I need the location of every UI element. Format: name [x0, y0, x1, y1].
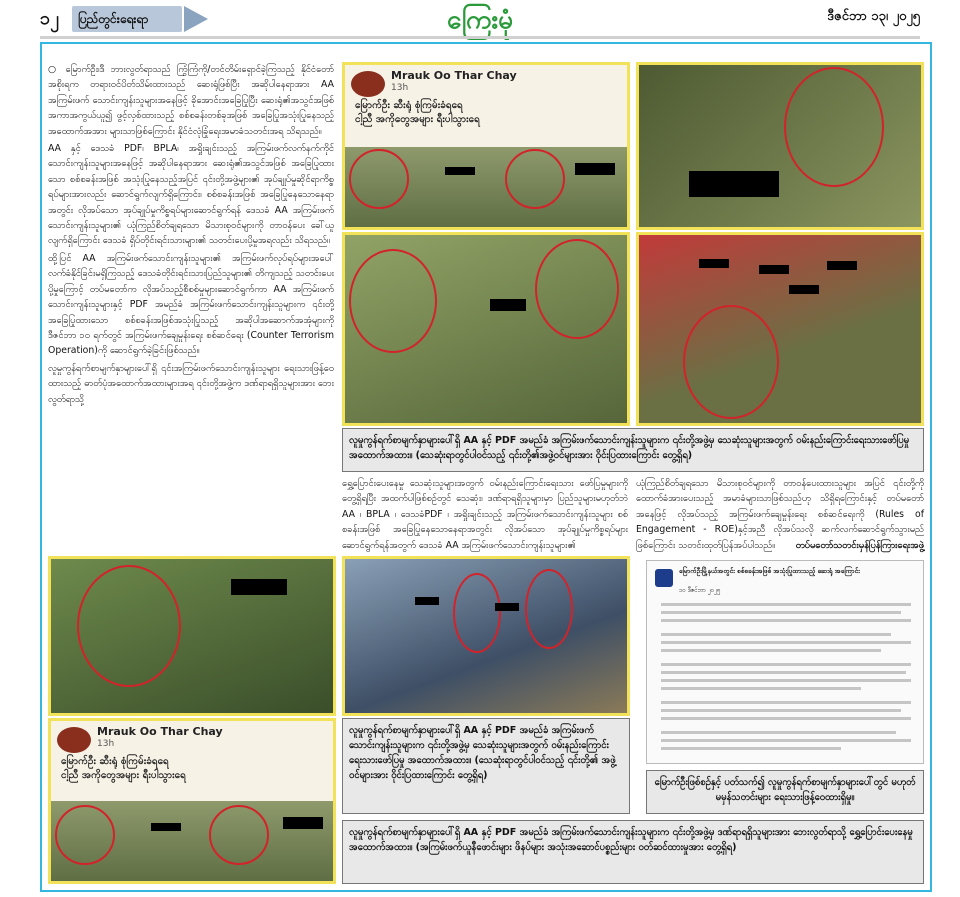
article-paragraph: AA နှင့် ဒေသခံ PDF၊ BPLA၊ အရှိုးချင်းသည့် အကြမ်းဖက်လက်နက်ကိုင် သောင်းကျန်းသူများအနေဖြင့် အဆိုပါနေရာအား ဆေးရုံ၏အသွင်အဖြစ် အခြေပြုထားသော စစ်စခန်းအဖြစ် အသုံးပြုနေသည့်အပြင် ၎င်းတို့အဖွဲ့များ၏ အုပ်ချုပ်မှုဆိုင်ရာကိစ္စရပ်များအားလည်း ဆောင်ရွက်လျက်ရှိကြောင်း၊ စစ်စခန်းအဖြစ် အခြေပြုနေသောနေရာအတွင်း လိုအပ်သော အုပ်ချုပ်မှုကိစ္စရပ်များဆောင်ရွက်ရန် ဒေသခံ AA အကြမ်းဖက်သောင်းကျန်းသူများ၏ ယုံကြည်စိတ်ချရသော မိသားစုဝင်များကို တာဝန်ပေး ခေါ်ယူလျက်ရှိကြောင်း ဒေသခံ ရှိပ်တိုင်းရင်းသားများ၏ သတင်းပေးပို့မှုအရလည်း သိရသည်။ — [48, 143, 334, 247]
redaction-bar — [231, 579, 287, 595]
document-text-line — [661, 701, 911, 704]
redaction-bar — [827, 261, 857, 270]
document-text-line — [661, 649, 881, 652]
portrait-photo — [636, 62, 924, 230]
document-text-line — [661, 679, 911, 682]
document-text-line — [661, 619, 911, 622]
redaction-bar — [759, 265, 789, 274]
document-text-line — [661, 717, 911, 720]
female-fighters-photo — [636, 232, 924, 426]
photo-caption: မြောက်ဦးဖြစ်စဉ်နှင့် ပတ်သက်၍ လူမှုကွန်ရက်စာမျက်နှာများပေါ်တွင် မဟုတ်မမှန်သတင်းများ ရေးသားဖြန့်ဝေထားရှိမှု။ — [646, 770, 924, 814]
document-text-line — [661, 611, 901, 614]
document-text-line — [661, 641, 911, 644]
highlight-circle — [77, 565, 181, 687]
redaction-bar — [495, 603, 519, 611]
redaction-bar — [699, 259, 729, 268]
redaction-bar — [490, 299, 526, 311]
post-text-line: ငါ့ညီ အကိုတွေအများ ရီးပါသွားရေ — [61, 770, 186, 781]
redaction-bar — [575, 163, 615, 175]
emblem-icon — [655, 569, 673, 587]
redaction-bar — [415, 597, 439, 605]
highlight-circle — [525, 569, 573, 649]
page-number: ၁၂ — [40, 8, 59, 29]
redaction-bar — [689, 171, 779, 197]
header-rule — [40, 36, 920, 39]
document-title: မြောက်ဦးမြို့နယ်အတွင်း စစ်စခန်းအဖြစ် အသုံးပြုထားသည့် ဆေးရုံ အကြောင်း — [679, 567, 860, 575]
page-logo-icon — [57, 727, 91, 753]
soldiers-photo — [342, 232, 630, 426]
page-logo-icon — [351, 71, 385, 97]
group-photo — [342, 556, 630, 716]
document-text-line — [661, 747, 841, 750]
article-body-continued: ယုံကြည်စိတ်ချရသော မိသားစုဝင်များကို တာဝန်ပေးထားသူများ အပြင် ၎င်းတို့ကို ထောက်ခံအားပေးသည့် အမာခံများသာဖြစ်သည်ဟု သိရှိရကြောင်းနှင့် တပ်မတော်အနေဖြင့် လိုအပ်သည့် အကြမ်းဖက်ချေမှုန်းရေး စစ်ဆင်ရေးကို (Rules of Engagement - ROE)နှင့်အညီ လိုအပ်သလို ဆက်လက်ဆောင်ရွက်သွားမည်ဖြစ်ကြောင်း သတင်းထုတ်ပြန်အပ်ပါသည်။ — [636, 478, 924, 551]
photo-caption: လူမှုကွန်ရက်စာမျက်နှာများပေါ်ရှိ AA နှင့် PDF အမည်ခံ အကြမ်းဖက်သောင်းကျန်းသူများက ၎င်းတို့အဖွဲ့မှ ဒဏ်ရာရရှိသူများအား ဘေးလွတ်ရာသို့ ရွှေ့ပြောင်းပေးနေမှုအထောက်အထား။ (အကြမ်းဖက်ယူနီဖောင်းများ ဖိနပ်များ အသုံးအဆောင်ပစ္စည်းများ ဝတ်ဆင်ထားမှုအား တွေ့ရှိရ) — [342, 820, 924, 884]
masthead-logo: ကြေးမုံ — [447, 5, 513, 35]
redaction-bar — [283, 817, 323, 829]
article-paragraph: ○ မြောက်ဦး၊ဒီ ဘားလွတ်ရာသည် ကြွံကြံကို/တင်တိမ်းရှောင်ခဲ့ကြသည့် နိုင်ငံတော်အစိုးရက တရားဝင်ပိတ်သိမ်းထားသည် ဆေးရုံဖြစ်ပြီး အဆိုပါနေရာအား AA အကြမ်းဖက် သောင်းကျန်းသူများအနေဖြင့် ခိုအောင်းအခြေပြုပြီး ဆေးရုံ၏အသွင်အဖြစ် အကာအကွယ်ယူ၍ ဖွင့်လှစ်ထားသည့် စစ်စခန်းတစ်ခုအဖြစ် အခြေပြုအသုံးပြုနေသည့် အထောက်အအား များသာဖြစ်ကြောင်း နိုင်ငံလုံခြုံရေးအမာခံသတင်းအရ သိရသည်။ — [48, 64, 334, 137]
document-text-line — [661, 633, 891, 636]
post-time: 13h — [391, 83, 409, 93]
article-signoff: တပ်မတော်သတင်းမှန်ပြန်ကြားရေးအဖွဲ့ — [795, 540, 924, 551]
photo-caption: လူမှုကွန်ရက်စာမျက်နှာများပေါ်ရှိ AA နှင့် PDF အမည်ခံ အကြမ်းဖက်သောင်းကျန်းသူများက ၎င်းတို့အဖွဲ့မှ သေဆုံးသူများအတွက် ဝမ်းနည်းကြောင်းရေးသားဖော်ပြမှုအထောက်အထား။ (သေဆုံးရာတွင်ပါဝင်သည့် ၎င်းတို့၏အဖွဲ့ဝင်များအား ဝိုင်းပြထားကြောင်း တွေ့ရှိရ) — [342, 428, 924, 472]
post-page-name: Mrauk Oo Thar Chay — [391, 69, 517, 82]
article-body-column — [48, 62, 334, 552]
post-text-line: ငါ့ညီ အကိုတွေအများ ရီးပါသွားရေ — [355, 114, 480, 125]
document-text-line — [661, 687, 861, 690]
article-paragraph: လူမှုကွန်ရက်စာမျက်နှာများပေါ်ရှိ ၎င်းအကြမ်းဖက်သောင်းကျန်းသူများ ရေးသားဖြန့်ဝေထားသည့် ဓာတ်ပုံအထောက်အထားများအရ ၎င်းတို့အဖွဲ့က ဒဏ်ရာရရှိသူများအား ဘေးလွတ်ရာသို့ — [48, 362, 334, 405]
highlight-circle — [349, 149, 409, 209]
facebook-post-screenshot — [48, 718, 336, 884]
highlight-circle — [505, 149, 565, 209]
article-body-continued: ရွှေ့ပြောင်းပေးနေမှု သေဆုံးသူများအတွက် ဝမ်းနည်းကြောင်းရေးသား ဖော်ပြမှုများကို တွေ့ရှိရပြီး အထက်ပါဖြစ်စဉ်တွင် သေဆုံး၊ ဒဏ်ရာရရှိသူများမှာ ပြည်သူများမဟုတ်ဘဲ AA ၊ BPLA ၊ ဒေသခံPDF ၊ အရှိုးချင်းသည့် အကြမ်းဖက်သောင်းကျန်းသူများ စစ်စခန်းအဖြစ် အခြေပြုနေသောနေရာအတွင်း လိုအပ်သော အုပ်ချုပ်မှုကိစ္စရပ်များ ဆောင်ရွက်ရန်အတွက် ဒေသခံ AA အကြမ်းဖက်သောင်းကျန်းသူများ၏ — [342, 478, 628, 551]
highlight-circle — [784, 67, 884, 187]
redaction-bar — [151, 823, 181, 831]
facebook-post-screenshot — [342, 62, 630, 230]
highlight-circle — [349, 249, 437, 353]
article-paragraph: ထို့ပြင် AA အကြမ်းဖက်သောင်းကျန်းသူများ၏ အကြမ်းဖက်လုပ်ရပ်များအပေါ် လက်ခံနိုင်ခြင်းမရှိကြသည့် ဒေသခံတိုင်းရင်းသားပြည်သူများ၏ တိကျသည့် သတင်းပေးပို့မှုကြောင့် တပ်မတော်က လိုအပ်သည့်စီစစ်မှုများဆောင်ရွက်ကာ AA အကြမ်းဖက်သောင်းကျန်းသူများနှင့် PDF အမည်ခံ အကြမ်းဖက်သောင်းကျန်းသူများက ၎င်းတို့ အခြေပြုထားသော စစ်စခန်းအဖြစ်အသုံးပြုသည့် အဆိုပါအဆောက်အအုံများကို ဒီဇင်ဘာ ၁၀ ရက်တွင် အကြမ်းဖက်ချေမှုန်းရေး စစ်ဆင်ရေး (Counter Terrorism Operation)ကို ဆောင်ရွက်ခဲ့ခြင်းဖြစ်သည်။ — [48, 252, 334, 357]
highlight-circle — [683, 305, 779, 419]
post-group-photo — [345, 147, 627, 227]
post-text — [61, 755, 186, 783]
highlight-circle — [55, 805, 115, 865]
post-text-line: မြောက်ဦး ဆီးရုံ စုံကြမ်းခံရရေ — [355, 100, 463, 111]
document-text-line — [661, 603, 911, 606]
document-text-line — [661, 709, 901, 712]
document-text-line — [661, 731, 896, 734]
document-date: ၁၀ ဒီဇင်ဘာ ၂၀၂၅ — [679, 587, 721, 594]
document-text-line — [661, 739, 911, 742]
post-group-photo — [51, 801, 333, 881]
official-statement-thumbnail — [646, 560, 924, 764]
highlight-circle — [453, 573, 501, 653]
document-text-line — [661, 663, 911, 666]
two-fighters-photo — [48, 556, 336, 716]
document-text-line — [661, 671, 906, 674]
highlight-circle — [209, 805, 269, 865]
section-label: ပြည်တွင်းရေးရာ — [72, 6, 182, 32]
issue-date: ဒီဇင်ဘာ ၁၃၊ ၂၀၂၅ — [827, 9, 920, 24]
redaction-bar — [789, 285, 819, 294]
highlight-circle — [535, 239, 619, 339]
post-page-name: Mrauk Oo Thar Chay — [97, 725, 223, 738]
post-text-line: မြောက်ဦး ဆီးရုံ စုံကြမ်းခံရရေ — [61, 756, 169, 767]
post-text — [355, 99, 480, 127]
photo-caption: လူမှုကွန်ရက်စာမျက်နှာများပေါ်ရှိ AA နှင့် PDF အမည်ခံ အကြမ်းဖက်သောင်းကျန်းသူများက ၎င်းတို့အဖွဲ့မှ သေဆုံးသူများအတွက် ဝမ်းနည်းကြောင်း ရေးသားဖော်ပြမှု အထောက်အထား။ (သေဆုံးရာတွင်ပါဝင်သည့် ၎င်းတို့၏ အဖွဲ့ဝင်များအား ဝိုင်းပြထားကြောင်း တွေ့ရှိရ) — [342, 718, 630, 814]
post-time: 13h — [97, 739, 115, 749]
redaction-bar — [445, 167, 475, 175]
